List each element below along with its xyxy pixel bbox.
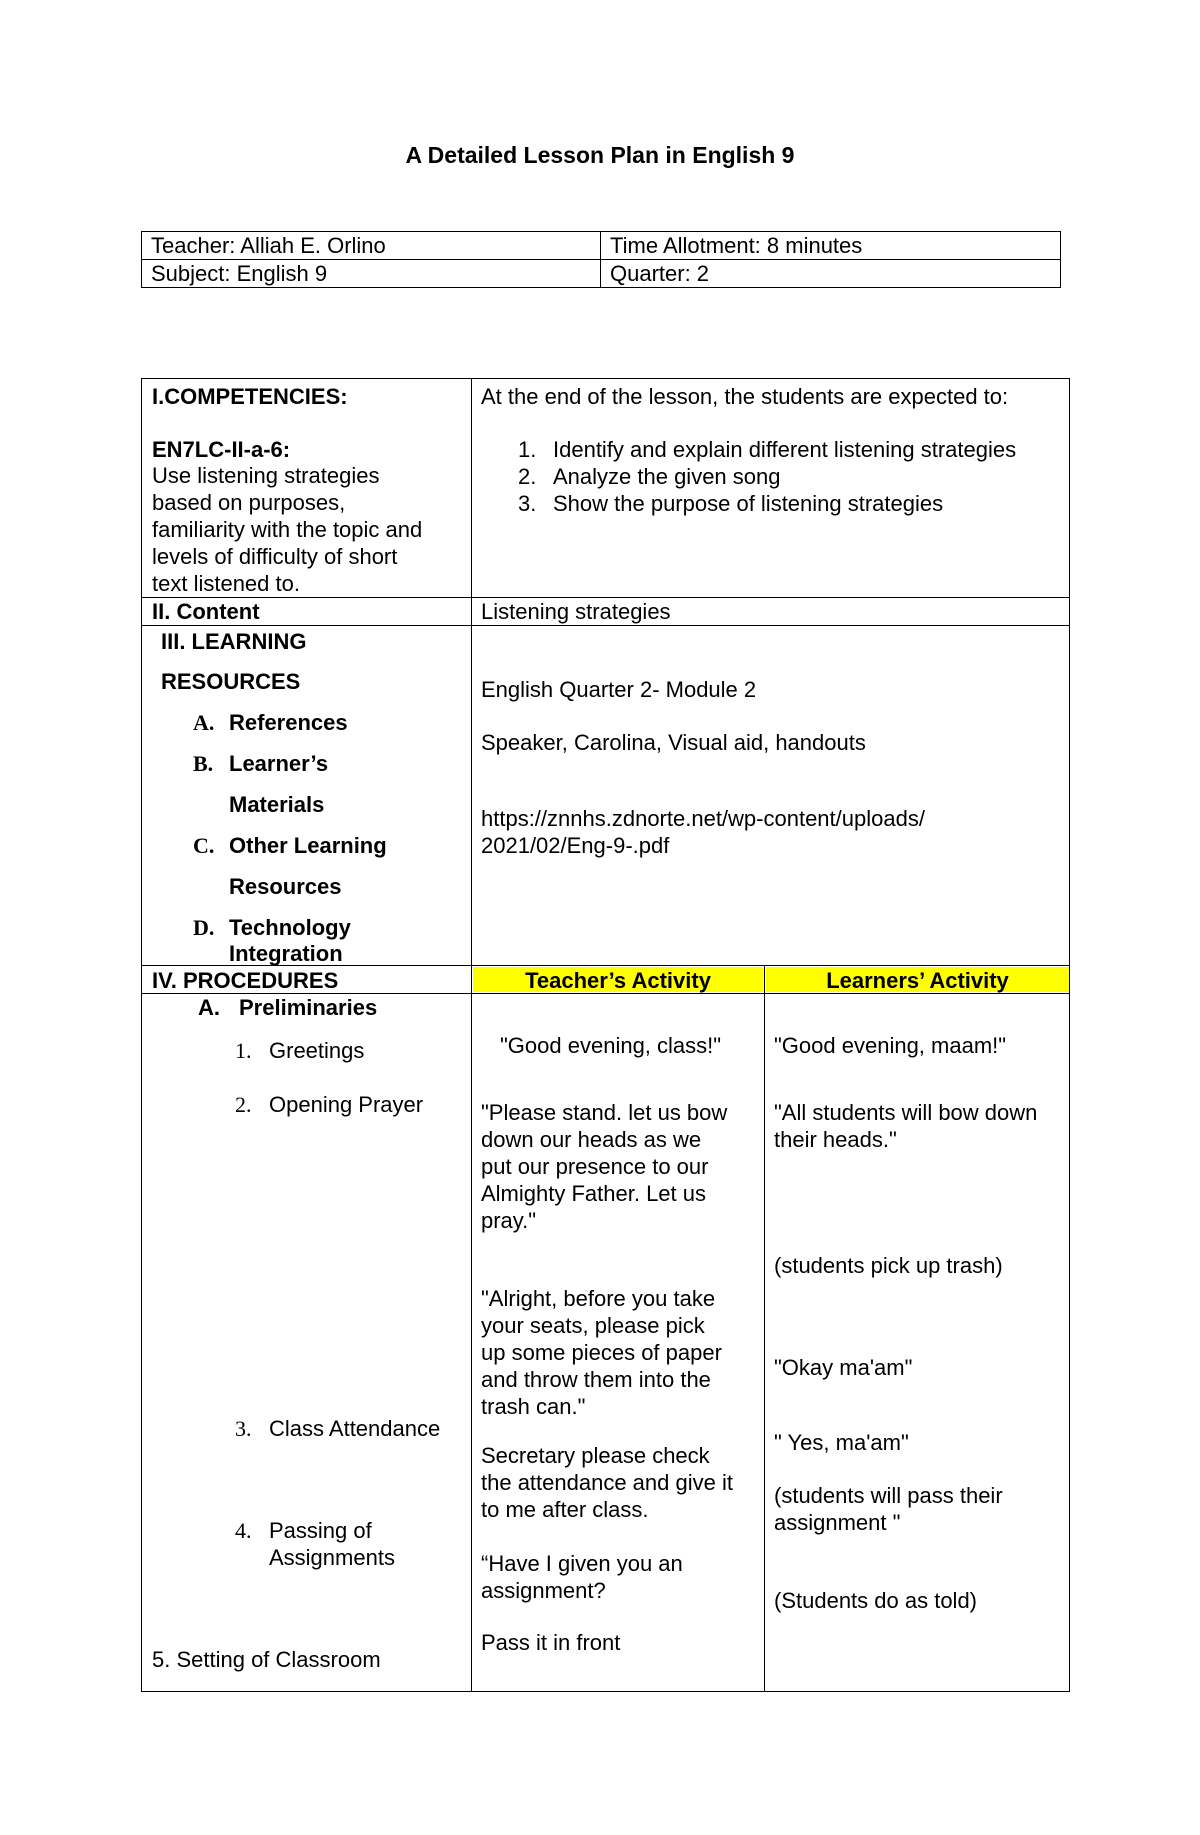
step-number: 1. bbox=[235, 1038, 252, 1063]
learner-prayer-line: their heads." bbox=[774, 1127, 897, 1152]
lesson-plan-table bbox=[141, 378, 1070, 1692]
teacher-trash-line: and throw them into the bbox=[481, 1367, 711, 1392]
step-label: Assignments bbox=[269, 1545, 395, 1570]
step-label: Class Attendance bbox=[269, 1416, 441, 1441]
resource-label: Other Learning bbox=[229, 833, 387, 858]
teacher-prayer-line: "Please stand. let us bow bbox=[481, 1100, 728, 1125]
learner-yes: " Yes, ma'am" bbox=[774, 1430, 909, 1455]
learner-pass-line: (students will pass their bbox=[774, 1483, 1003, 1508]
resource-label: Learner’s bbox=[229, 751, 329, 776]
time-allotment-cell: Time Allotment: 8 minutes bbox=[601, 232, 1061, 260]
competencies-heading: I.COMPETENCIES: bbox=[152, 384, 348, 409]
step-number: 3. bbox=[235, 1416, 252, 1441]
competency-line: levels of difficulty of short bbox=[152, 544, 398, 569]
objective-text: Analyze the given song bbox=[553, 464, 781, 489]
competency-line: text listened to. bbox=[152, 571, 300, 596]
column-divider-procedures bbox=[764, 966, 765, 1691]
teacher-assignment-line: “Have I given you an bbox=[481, 1551, 683, 1576]
teacher-trash-line: up some pieces of paper bbox=[481, 1340, 722, 1365]
column-divider bbox=[471, 379, 472, 1691]
learner-greeting: "Good evening, maam!" bbox=[774, 1033, 1007, 1058]
resource-letter: B. bbox=[193, 751, 214, 776]
learner-prayer-line: "All students will bow down bbox=[774, 1100, 1038, 1125]
step-label: Greetings bbox=[269, 1038, 365, 1063]
step-number: 4. bbox=[235, 1518, 252, 1543]
step-five-label: 5. Setting of Classroom bbox=[152, 1647, 381, 1672]
content-value: Listening strategies bbox=[481, 599, 671, 624]
teacher-prayer-line: pray." bbox=[481, 1208, 537, 1233]
teacher-prayer-line: down our heads as we bbox=[481, 1127, 702, 1152]
preliminaries-letter: A. bbox=[198, 995, 220, 1020]
objective-text: Identify and explain different listening strategies bbox=[553, 437, 1017, 462]
resource-url: https://znnhs.zdnorte.net/wp-content/uploads/ bbox=[481, 806, 925, 831]
step-number: 2. bbox=[235, 1092, 252, 1117]
quarter-cell: Quarter: 2 bbox=[601, 260, 1061, 288]
teacher-activity-header: Teacher’s Activity bbox=[525, 968, 711, 993]
page-title: A Detailed Lesson Plan in English 9 bbox=[405, 142, 795, 168]
teacher-attendance-line: to me after class. bbox=[481, 1497, 649, 1522]
learner-okay: "Okay ma'am" bbox=[774, 1355, 913, 1380]
resource-label: Resources bbox=[229, 874, 342, 899]
learner-trash: (students pick up trash) bbox=[774, 1253, 1003, 1278]
learner-activity-header: Learners’ Activity bbox=[826, 968, 1009, 993]
teacher-trash-line: your seats, please pick bbox=[481, 1313, 705, 1338]
resource-label: Integration bbox=[229, 941, 343, 966]
resource-url: 2021/02/Eng-9-.pdf bbox=[481, 833, 670, 858]
objective-number: 3. bbox=[518, 491, 537, 516]
resource-module: English Quarter 2- Module 2 bbox=[481, 677, 757, 702]
competency-line: Use listening strategies bbox=[152, 463, 380, 488]
teacher-prayer-line: put our presence to our bbox=[481, 1154, 709, 1179]
resource-letter: C. bbox=[193, 833, 215, 858]
teacher-cell: Teacher: Alliah E. Orlino bbox=[142, 232, 601, 260]
teacher-attendance-line: Secretary please check bbox=[481, 1443, 710, 1468]
resources-heading: RESOURCES bbox=[161, 669, 301, 694]
resource-letter: A. bbox=[193, 710, 215, 735]
resources-heading: III. LEARNING bbox=[161, 629, 307, 654]
procedures-heading: IV. PROCEDURES bbox=[152, 968, 339, 993]
learner-told: (Students do as told) bbox=[774, 1588, 978, 1613]
teacher-assignment-line: assignment? bbox=[481, 1578, 606, 1603]
teacher-prayer-line: Almighty Father. Let us bbox=[481, 1181, 706, 1206]
step-label: Opening Prayer bbox=[269, 1092, 424, 1117]
resource-label: Materials bbox=[229, 792, 325, 817]
resource-materials: Speaker, Carolina, Visual aid, handouts bbox=[481, 730, 866, 755]
step-label: Passing of bbox=[269, 1518, 372, 1543]
preliminaries-label: Preliminaries bbox=[239, 995, 378, 1020]
teacher-attendance-line: the attendance and give it bbox=[481, 1470, 733, 1495]
resource-label: References bbox=[229, 710, 348, 735]
competency-code: EN7LC-II-a-6: bbox=[152, 437, 291, 462]
content-heading: II. Content bbox=[152, 599, 260, 624]
resource-label: Technology bbox=[229, 915, 351, 940]
learner-pass-line: assignment " bbox=[774, 1510, 901, 1535]
subject-cell: Subject: English 9 bbox=[142, 260, 601, 288]
row-divider bbox=[142, 625, 1069, 626]
objective-number: 2. bbox=[518, 464, 537, 489]
header-table bbox=[141, 231, 1061, 288]
competency-line: based on purposes, bbox=[152, 490, 346, 515]
teacher-pass-line: Pass it in front bbox=[481, 1630, 621, 1655]
teacher-greeting: "Good evening, class!" bbox=[500, 1033, 722, 1058]
teacher-trash-line: "Alright, before you take bbox=[481, 1286, 716, 1311]
objective-number: 1. bbox=[518, 437, 537, 462]
objectives-intro: At the end of the lesson, the students are expected to: bbox=[481, 384, 1009, 409]
resource-letter: D. bbox=[193, 915, 215, 940]
competency-line: familiarity with the topic and bbox=[152, 517, 423, 542]
teacher-trash-line: trash can." bbox=[481, 1394, 586, 1419]
objective-text: Show the purpose of listening strategies bbox=[553, 491, 944, 516]
